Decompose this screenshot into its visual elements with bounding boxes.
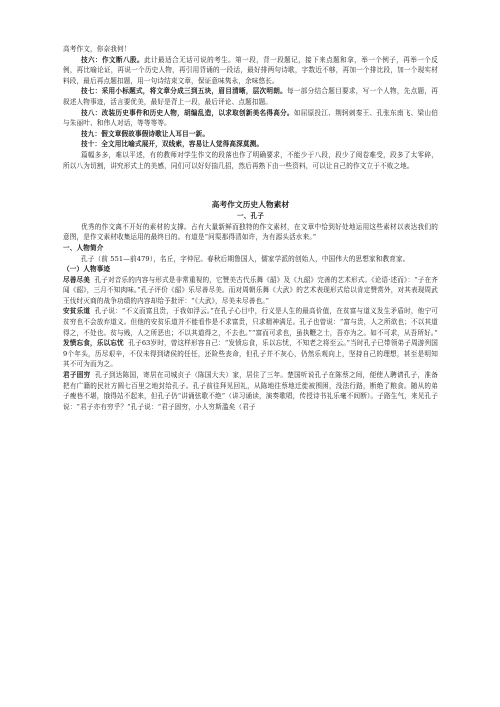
deed-content-poverty-title: 安贫乐道	[63, 307, 91, 316]
deed-content-poverty-text: 孔子说：“不义而富且贵，于我如浮云。”在孔子心目中，行义是人生的最高价值，在贫富与道义发生矛盾时，他宁可贫穷也不会放弃道义。但他的安贫乐道并不能看作是不求富贵，只求精神满足。孔子也曾说：“富与贵，人之所欲也；不以其道得之，不处也。贫与贱，人之所恶也；不以其道得之，不去也。”“富而可求也，虽执鞭之士，吾亦为之。如不可求，从吾所好。”	[63, 307, 438, 337]
article-title: 高考作文历史人物素材	[211, 200, 290, 210]
deed-perfection-title: 尽善尽美	[63, 275, 91, 284]
section-gap	[63, 171, 438, 199]
section-heading-confucius: 一、孔子	[237, 212, 264, 221]
tip-six-body: 此计最适合无话可说的考生。第一段，背一段题记，接下来点题和拿，举一个例子，再举一个反例，再比喻论证，再说一个历史人物，再引用背诵的一段话，最好排两句诗歌，字数近不够，再加一个排比段，加一个现实材料段，最后再点题扣题，用一句诗结束文章，保证意味隽永，余味悠长。	[63, 55, 438, 85]
deed-diligence	[63, 338, 438, 370]
closing-paragraph: 篇幅多多，难以平述，有的教师对学生作文的段落也作了明确要求，不能少于八段，段少了阅卷难受，段多了太零碎，所以八为切割，讲究形式上的美感，同们可以好好揣几招，然后再熟下由一些资料，可以让自己的作文立于不败之地。	[63, 150, 438, 170]
heading-deeds: （一）人物事迹	[63, 265, 111, 274]
tip-seven-heading: 技七：采用小标题式，将文章分成三到五块，眉目清晰，层次明朗。	[81, 87, 288, 96]
tip-eight-heading: 技八：改装历史事件和历史人物，胡编乱造，以求取创新美名得高分。	[81, 108, 294, 117]
deed-diligence-text: 孔子63岁时，曾这样形容自己：“发愤忘食，乐以忘忧，不知老之将至云。”当时孔子已带领弟子周游列国9个年头，历尽艰辛，不仅未得到诸侯的任任，还险些丧命，但孔子并不灰心，仍然乐观向上，坚持自己的理想，甚至是明知其不可为而为之。	[63, 339, 438, 369]
document-body	[63, 44, 438, 412]
intro-paragraph: 优秀的作文离不开好的素材的支撑。占有大量新鲜而独特的作文素材，在文章中恰到好处地运用这些素材以表达我们的意图，是作文素材收集运用的最终目的。有道是“问渠那得清如许，为有源头活水来。”	[63, 222, 438, 242]
tip-ten: 技十：全文用比喻式展开，双线索，容易让人觉得高深莫测。	[81, 140, 264, 149]
deed-perfection	[63, 275, 438, 307]
tip-six	[63, 55, 438, 87]
profile-paragraph: 孔子（前 551—前479），名丘，字仲尼。春秋后期鲁国人，儒家学派的创始人，中国伟大的思想家和教育家。	[81, 254, 410, 263]
tip-eight-body: 如屈原投江、荆轲刺秦王、孔张东南飞、梁山伯与朱丽叶、和伟人对话，等等等等。	[63, 108, 438, 128]
deed-content-poverty	[63, 306, 438, 338]
deed-gentleman	[63, 370, 438, 412]
tip-six-heading: 技六：作文断八股。	[81, 55, 145, 64]
heading-profile: 一、人物简介	[63, 243, 104, 252]
deed-perfection-text: 孔子对音乐的内容与形式是非常重视的，它赞美古代乐舞《韶》及《九韶》完善的艺术形式。《论语·述而》：“子在齐闻《韶》，三月不知肉味。”孔子评价《韶》乐尽善尽美。而对周朝乐舞《大武》的艺术表现形式给以肯定赞赏外，对其表现周武王伐纣灭商的战争功绩的内容却给予批评：“《大武》，尽美未尽善也。”	[63, 275, 438, 305]
deed-gentleman-title: 君子固穷	[63, 371, 91, 380]
tip-nine: 技九：假文章假故事假诗歌让人耳目一新。	[81, 129, 210, 138]
tip-eight	[63, 108, 438, 129]
deed-diligence-title: 发愤忘食，乐以忘忧	[63, 339, 124, 348]
tip-seven-body: 每一部分结合题目要求，写一个人物，先点题，再叙述人物事迹，活言要优美，最好是背上一段，最后评论、点题扣题。	[63, 87, 438, 106]
deed-gentleman-text: 孔子到达陈国，寄居在司城贞子（陈国大夫）家，居住了三年。楚国听说孔子在陈蔡之间，便使人聘请孔子，准备把有广籍的民社方圆七百里之地封给孔子。孔子前往拜见回礼，从陈地往蔡地迁徙被围困，没法行路，断绝了粮食。随从的弟子瘦巷不堪，饿得站不起来，但孔子仍“讲诵弦歌不绝”（讲习诵读，演奏歌唱，传授诗书礼乐毫不间断）。子路生气，来见孔子说：“君子亦有穷乎？”孔子说：“君子固穷，小人穷斯滥矣（君子	[63, 371, 438, 411]
tip-seven	[63, 86, 438, 107]
intro-line: 高考作文，你奈我何！	[63, 45, 131, 53]
